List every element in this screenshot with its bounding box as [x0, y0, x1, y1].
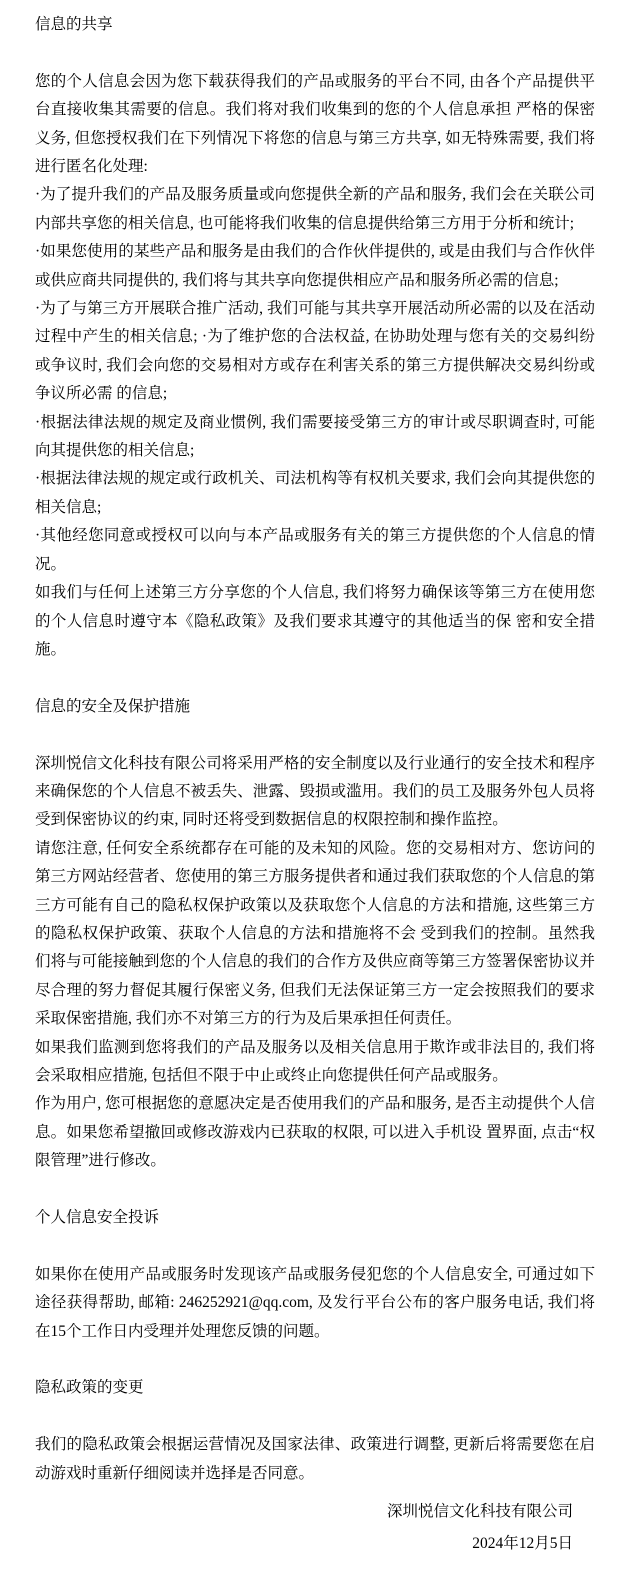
policy-section: [35, 11, 595, 664]
paragraph: 如果你在使用产品或服务时发现该产品或服务侵犯您的个人信息安全, 可通过如下途径获得帮助, 邮箱: 246252921@qq.com, 及发行平台公布的客户服务电话, 我们将在15个工作日内受理并处理您反馈的问题。: [35, 1265, 595, 1340]
section-heading: 信息的共享: [35, 16, 113, 33]
paragraph: 如我们与任何上述第三方分享您的个人信息, 我们将努力确保该等第三方在使用您的个人信息时遵守本《隐私政策》及我们要求其遵守的其他适当的保 密和安全措施。: [35, 584, 595, 658]
policy-section: [35, 693, 595, 1176]
paragraph: 我们的隐私政策会根据运营情况及国家法律、政策进行调整, 更新后将需要您在启动游戏时重新仔细阅读并选择是否同意。: [35, 1436, 595, 1482]
paragraph: ·根据法律法规的规定或行政机关、司法机构等有权机关要求, 我们会向其提供您的相关信息;: [35, 470, 595, 516]
paragraph: 深圳悦信文化科技有限公司将采用严格的安全制度以及行业通行的安全技术和程序来确保您的个人信息不被丢失、泄露、毁损或滥用。我们的员工及服务外包人员将受到保密协议的约束, 同时还将受到数据信息的权限控制和操作监控。: [35, 754, 595, 829]
paragraph: 您的个人信息会因为您下载获得我们的产品或服务的平台不同, 由各个产品提供平台直接收集其需要的信息。我们将对我们收集到的您的个人信息承担 严格的保密义务, 但您授权我们在下列情况下将您的信息与第三方共享, 如无特殊需要, 我们将进行匿名化处理:: [35, 72, 595, 176]
paragraph: 如果我们监测到您将我们的产品及服务以及相关信息用于欺诈或非法目的, 我们将会采取相应措施, 包括但不限于中止或终止向您提供任何产品或服务。: [35, 1038, 595, 1084]
policy-section: [35, 1204, 595, 1346]
section-heading: 信息的安全及保护措施: [35, 697, 191, 715]
signature-block: [35, 1498, 595, 1559]
paragraph: ·如果您使用的某些产品和服务是由我们的合作伙伴提供的, 或是由我们与合作伙伴或供应商共同提供的, 我们将与其共享向您提供相应产品和服务所必需的信息;: [35, 243, 595, 289]
paragraph: ·根据法律法规的规定及商业惯例, 我们需要接受第三方的审计或尽职调查时, 可能向其提供您的相关信息;: [35, 413, 595, 460]
paragraph: 作为用户, 您可根据您的意愿决定是否使用我们的产品和服务, 是否主动提供个人信息。如果您希望撤回或修改游戏内已获取的权限, 可以进入手机设 置界面, 点击“权限管理”进行修改。: [35, 1095, 595, 1170]
paragraph: 请您注意, 任何安全系统都存在可能的及未知的风险。您的交易相对方、您访问的第三方网站经营者、您使用的第三方服务提供者和通过我们获取您的个人信息的第三方可能有自己的隐私权保护政策以及获取您个人信息的方法和措施, 这些第三方的隐私权保护政策、获取个人信息的方法和措施将不会 受到我们的控制。虽然我们将与可能接触到您的个人信息的我们的合作方及供应商等第三方签署保密协议并尽合理的努力督促其履行保密义务, 但我们无法保证第三方一定会按照我们的要求采取保密措施, 我们亦不对第三方的行为及后果承担任何责任。: [35, 839, 595, 1028]
signature-date: 2024年12月5日: [472, 1535, 573, 1553]
section-heading: 隐私政策的变更: [35, 1379, 144, 1397]
paragraph: ·其他经您同意或授权可以向与本产品或服务有关的第三方提供您的个人信息的情况。: [35, 527, 595, 573]
paragraph: ·为了提升我们的产品及服务质量或向您提供全新的产品和服务, 我们会在关联公司内部共享您的相关信息, 也可能将我们收集的信息提供给第三方用于分析和统计;: [35, 186, 595, 232]
company-name: 深圳悦信文化科技有限公司: [386, 1503, 573, 1521]
paragraph: ·为了与第三方开展联合推广活动, 我们可能与其共享开展活动所必需的以及在活动过程中产生的相关信息; ·为了维护您的合法权益, 在协助处理与您有关的交易纠纷或争议时, 我们会向您的交易相对方或存在利害关系的第三方提供解决交易纠纷或争议所必需 的信息;: [35, 300, 595, 403]
policy-sections: [35, 11, 595, 1488]
policy-section: [35, 1374, 595, 1488]
section-heading: 个人信息安全投诉: [35, 1209, 160, 1226]
